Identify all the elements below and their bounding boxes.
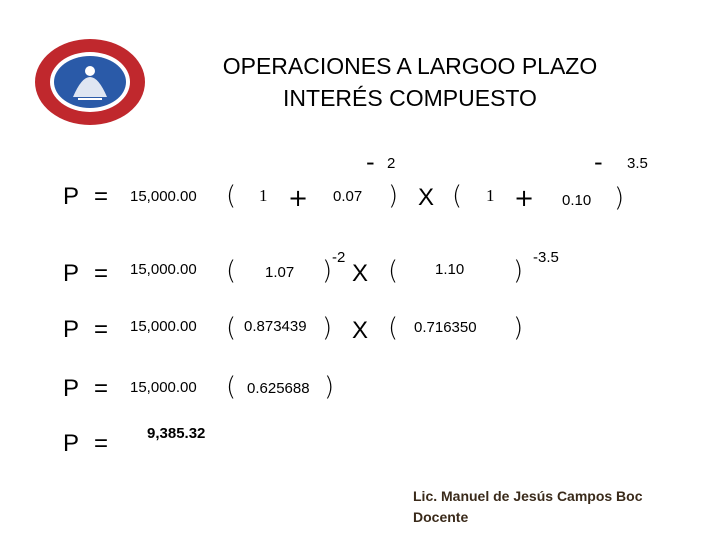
equals-sign: = [94,183,109,210]
open-paren: ( [226,372,237,402]
plus-sign: + [514,184,535,212]
principal-amount: 15,000.00 [130,261,197,278]
close-paren: ) [513,256,524,286]
p-symbol: P [63,183,80,210]
exponent-value: -2 [332,249,346,266]
one-value: 1 [486,186,495,205]
p-symbol: P [63,375,80,402]
base-value: 1.07 [265,264,295,281]
page-title-line-2: INTERÉS COMPUESTO [283,85,537,111]
principal-amount: 15,000.00 [130,188,197,205]
factor-value: 0.873439 [244,318,307,335]
base-value: 1.10 [435,261,465,278]
close-paren: ) [513,313,524,343]
minus-sign: - [366,148,375,176]
rate-value: 0.07 [333,188,363,205]
factor-value: 0.625688 [247,380,310,397]
equals-sign: = [94,375,109,402]
result-value: 9,385.32 [147,425,206,442]
open-paren: ( [452,181,463,211]
close-paren: ) [614,183,625,213]
p-symbol: P [63,260,80,287]
close-paren: ) [324,372,335,402]
plus-sign: + [288,184,309,212]
exponent-value: -3.5 [533,249,559,266]
open-paren: ( [226,181,237,211]
equals-sign: = [94,316,109,343]
close-paren: ) [388,181,399,211]
times-sign: X [418,184,435,211]
university-seal-logo [33,37,148,127]
exponent-value: 3.5 [627,155,648,172]
close-paren: ) [322,313,333,343]
equals-sign: = [94,430,109,457]
author-role: Docente [413,509,469,525]
rate-value: 0.10 [562,192,592,209]
close-paren: ) [322,256,333,286]
open-paren: ( [226,256,237,286]
times-sign: X [352,317,369,344]
exponent-value: 2 [387,155,396,172]
open-paren: ( [226,313,237,343]
minus-sign: - [594,148,603,176]
page-title-line-1: OPERACIONES A LARGOO PLAZO [222,53,598,79]
p-symbol: P [63,430,80,457]
author-name: Lic. Manuel de Jesús Campos Boc [413,488,643,504]
times-sign: X [352,260,369,287]
principal-amount: 15,000.00 [130,379,197,396]
equals-sign: = [94,260,109,287]
open-paren: ( [388,313,399,343]
p-symbol: P [63,316,80,343]
one-value: 1 [259,186,268,205]
principal-amount: 15,000.00 [130,318,197,335]
open-paren: ( [388,256,399,286]
factor-value: 0.716350 [414,319,477,336]
